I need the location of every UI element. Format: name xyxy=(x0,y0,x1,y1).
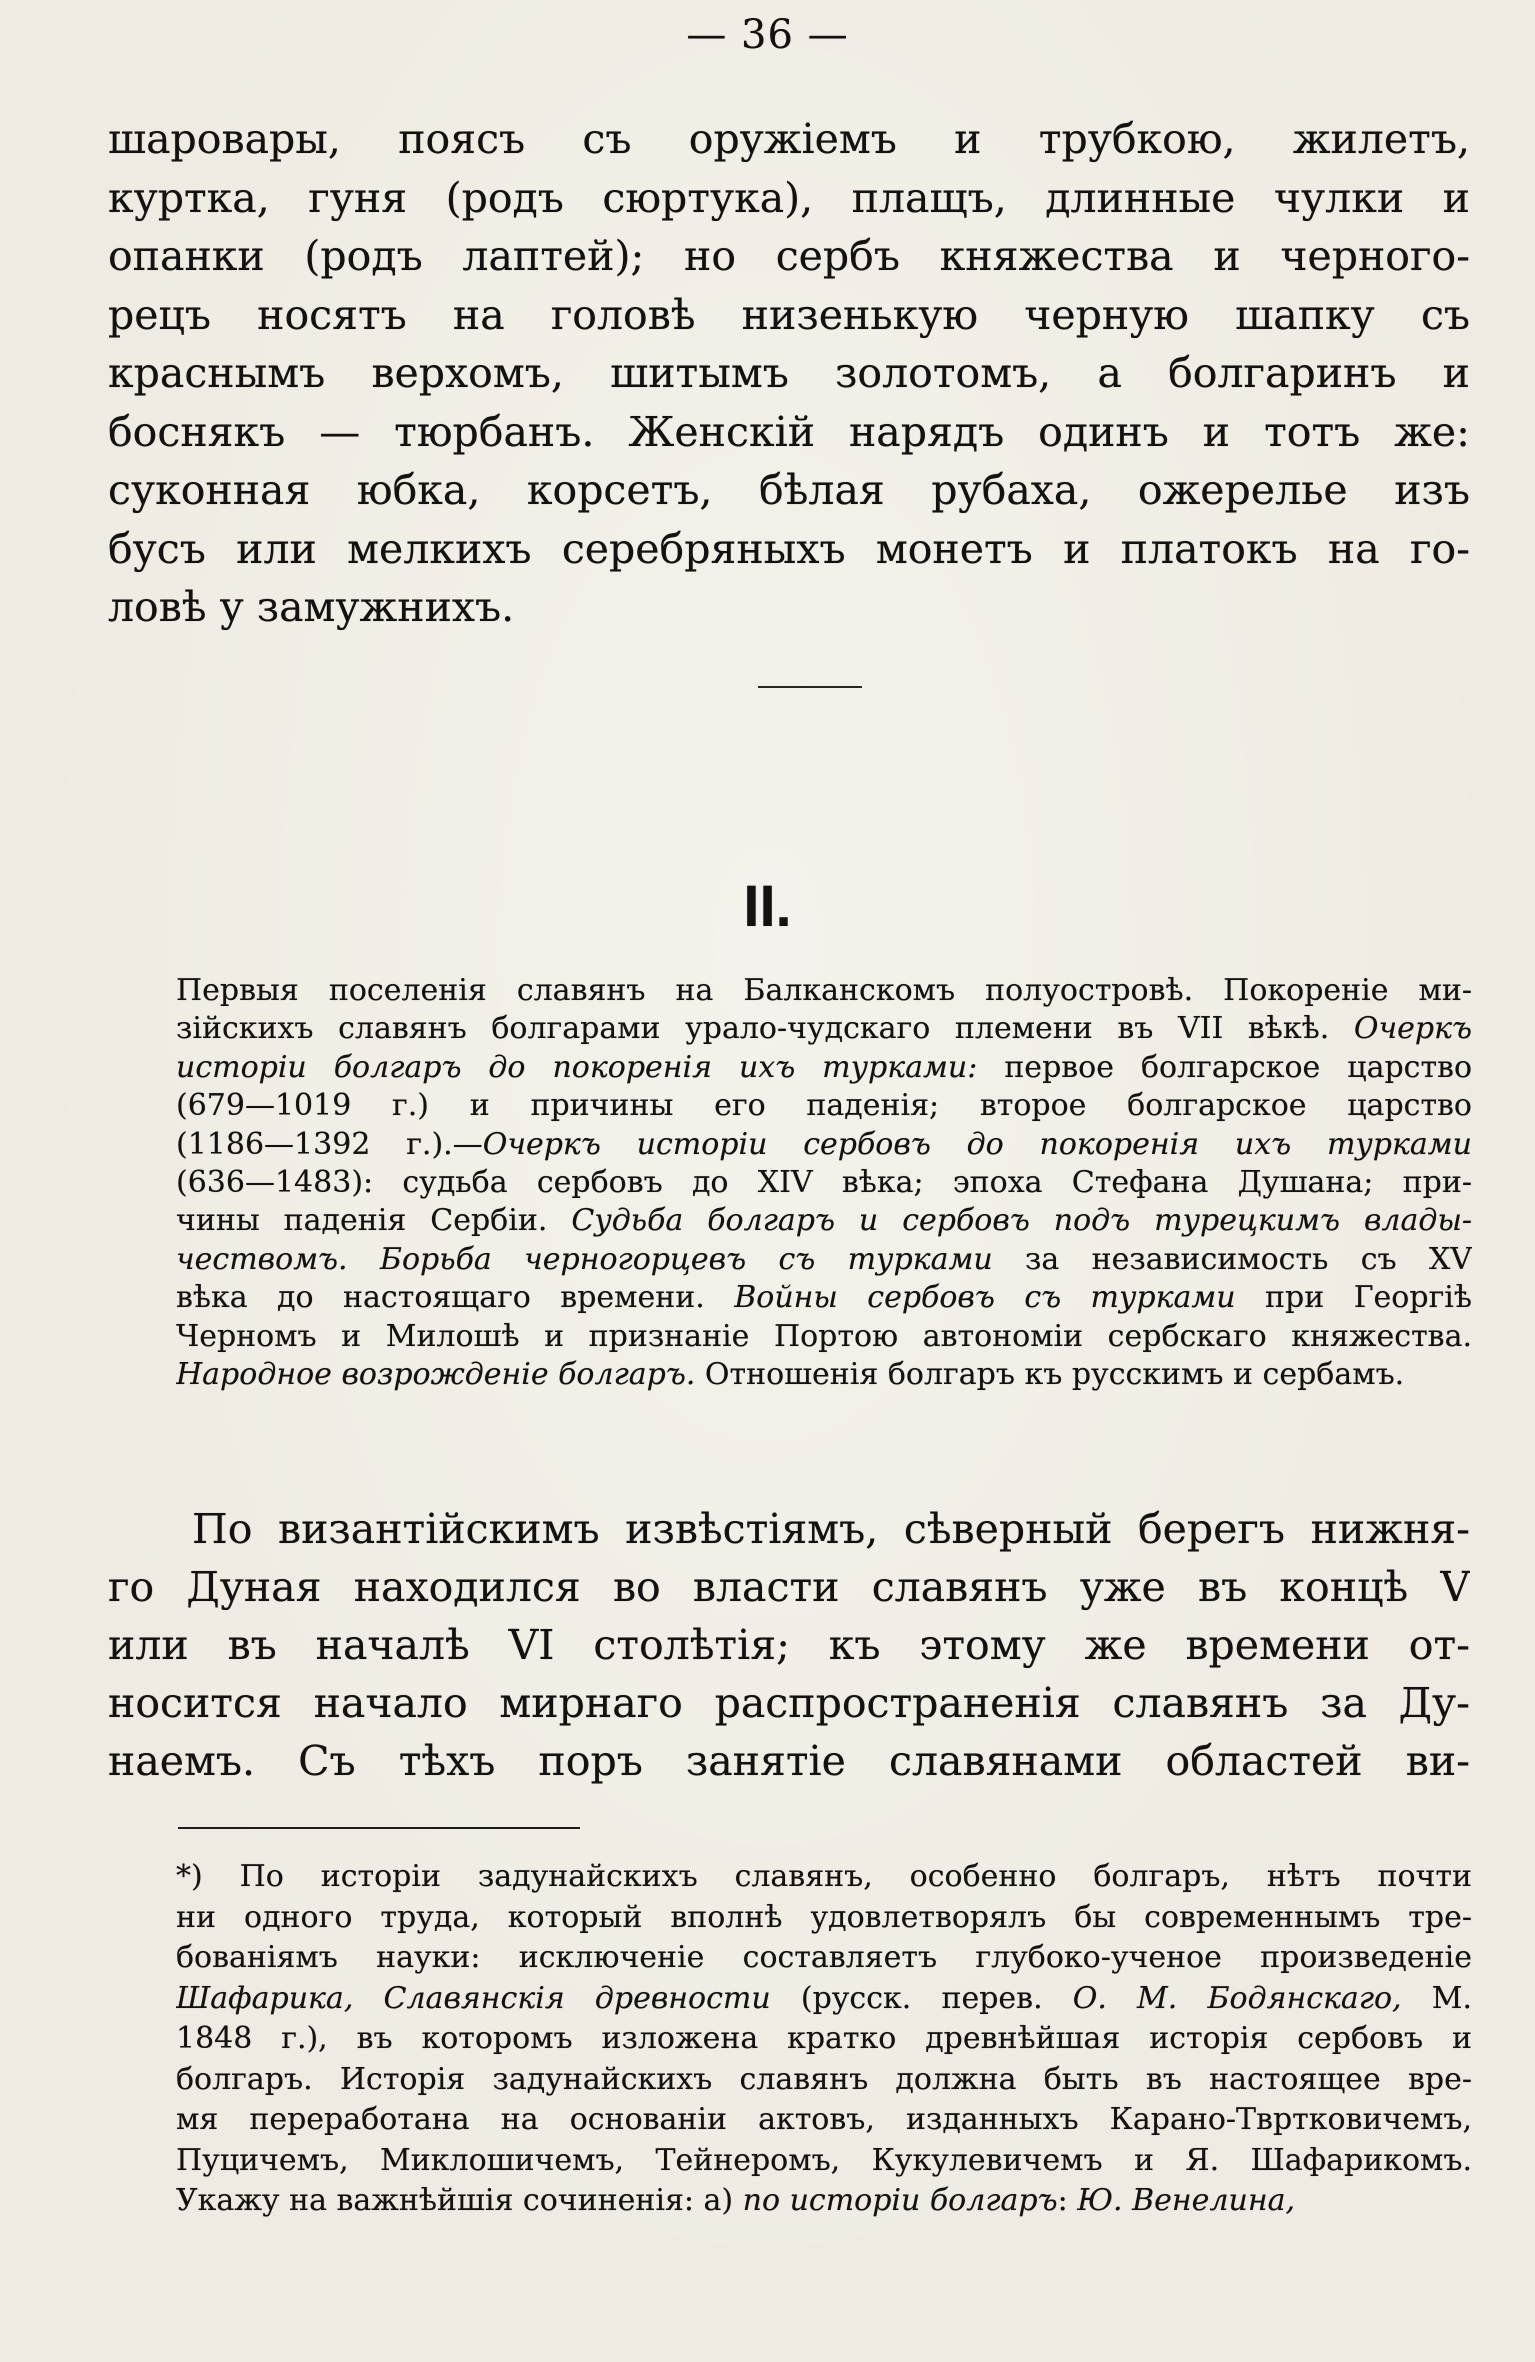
text-line xyxy=(176,1318,1472,1356)
text-run: при Георгіѣ xyxy=(1235,1280,1472,1316)
text-line: рецъ носятъ на головѣ низенькую черную шапку съ xyxy=(108,290,1470,339)
italic-run: Ю. Венелина, xyxy=(1077,2183,1296,2218)
text-line xyxy=(176,1938,1472,1979)
text-line: куртка, гуня (родъ сюртука), плащъ, длинные чулки и xyxy=(108,173,1470,222)
text-line xyxy=(176,2141,1472,2182)
main-paragraph xyxy=(108,1500,1470,1790)
text-line: наемъ. Съ тѣхъ поръ занятіе славянами областей ви- xyxy=(108,1737,1470,1785)
text-run: за независимость съ XV xyxy=(992,1241,1472,1277)
text-run: : xyxy=(1057,2183,1078,2218)
text-line: суконная юбка, корсетъ, бѣлая рубаха, ожерелье изъ xyxy=(108,466,1470,514)
text-line xyxy=(176,1049,1472,1087)
text-run: М. xyxy=(1401,1980,1472,2016)
text-run: ни одного труда, который вполнѣ удовлетворялъ бы современнымъ тре- xyxy=(176,1899,1472,1935)
text-run: чины паденія Сербіи. xyxy=(176,1203,572,1239)
text-line xyxy=(176,1087,1472,1125)
text-line: краснымъ верхомъ, шитымъ золотомъ, а болгаринъ и xyxy=(108,349,1470,397)
text-line xyxy=(176,1241,1472,1279)
section-heading: II. xyxy=(743,874,792,939)
text-line xyxy=(176,2181,1472,2222)
footnote-divider xyxy=(178,1827,580,1829)
italic-run: чествомъ. Борьба черногорцевъ съ турками xyxy=(176,1241,993,1277)
text-line: По византійскимъ извѣстіямъ, сѣверный берегъ нижня- xyxy=(192,1505,1470,1553)
text-line xyxy=(176,1898,1472,1939)
chapter-summary xyxy=(176,972,1472,1394)
text-run: болгаръ. Исторія задунайскихъ славянъ должна быть въ настоящее вре- xyxy=(176,2061,1472,2097)
text-run: Пуцичемъ, Миклошичемъ, Тейнеромъ, Кукулевичемъ и Я. Шафарикомъ. xyxy=(176,2142,1472,2178)
text-run: (636—1483): судьба сербовъ до XIV вѣка; эпоха Стефана Душана; при- xyxy=(176,1165,1472,1201)
text-line xyxy=(176,2060,1472,2101)
italic-run: Войны сербовъ съ турками xyxy=(734,1280,1236,1316)
text-run: первое болгарское царство xyxy=(977,1049,1472,1085)
italic-run: Народное возрожденіе болгаръ. xyxy=(176,1357,696,1393)
italic-run: Очеркъ исторіи сербовъ до покоренія ихъ турками xyxy=(482,1126,1472,1162)
text-line: бусъ или мелкихъ серебряныхъ монетъ и платокъ на го- xyxy=(108,524,1470,573)
text-line xyxy=(176,1356,1472,1394)
italic-run: Очеркъ xyxy=(1353,1011,1472,1047)
text-run: бованіямъ науки: исключеніе составляетъ глубоко-ученое произведеніе xyxy=(176,1940,1472,1975)
text-line: опанки (родъ лаптей); но сербъ княжества и черного- xyxy=(108,232,1470,280)
footnote xyxy=(176,1857,1472,2222)
italic-run: О. М. Бодянскаго, xyxy=(1072,1980,1402,2016)
text-line xyxy=(176,1979,1472,2020)
text-line: носится начало мирнаго распространенія славянъ за Ду- xyxy=(108,1679,1470,1727)
text-line xyxy=(176,2019,1472,2060)
text-line: или въ началѣ VI столѣтія; къ этому же времени от- xyxy=(108,1621,1470,1669)
text-run: Отношенія болгаръ къ русскимъ и сербамъ. xyxy=(695,1357,1405,1393)
text-line: шаровары, поясъ съ оружіемъ и трубкою, жилетъ, xyxy=(108,115,1470,163)
page-number: — 36 — xyxy=(686,12,849,58)
text-run: *) По исторіи задунайскихъ славянъ, особенно болгаръ, нѣтъ почти xyxy=(176,1859,1472,1894)
text-run: (русск. перев. xyxy=(770,1980,1073,2016)
text-run: мя переработана на основаніи актовъ, изданныхъ Карано-Твртковичемъ, xyxy=(176,2102,1472,2137)
text-run: Черномъ и Милошѣ и признаніе Портою автономіи сербскаго княжества. xyxy=(176,1318,1472,1354)
italic-run: по исторіи болгаръ xyxy=(742,2183,1058,2218)
text-line xyxy=(176,1279,1472,1317)
text-line: го Дуная находился во власти славянъ уже въ концѣ V xyxy=(108,1563,1470,1611)
text-run: (679—1019 г.) и причины его паденія; второе болгарское царство xyxy=(176,1088,1472,1124)
text-run: зійскихъ славянъ болгарами урало-чудскаго племени въ VII вѣкѣ. xyxy=(176,1011,1354,1047)
text-line xyxy=(176,1010,1472,1048)
text-line xyxy=(176,2100,1472,2141)
text-line xyxy=(176,1857,1472,1898)
text-line: ловѣ у замужнихъ. xyxy=(108,583,515,631)
text-line xyxy=(176,1202,1472,1240)
text-run: Первыя поселенія славянъ на Балканскомъ полуостровѣ. Покореніе ми- xyxy=(176,973,1472,1008)
text-run: Укажу на важнѣйшія сочиненія: а) xyxy=(176,2183,743,2218)
text-line: боснякъ — тюрбанъ. Женскій нарядъ одинъ и тотъ же: xyxy=(108,407,1470,456)
italic-run: Шафарика, Славянскія древности xyxy=(176,1980,771,2016)
text-run: вѣка до настоящаго времени. xyxy=(176,1280,735,1316)
text-run: 1848 г.), въ которомъ изложена кратко древнѣйшая исторія сербовъ и xyxy=(176,2021,1472,2056)
section-divider xyxy=(758,686,862,688)
italic-run: исторіи болгаръ до покоренія ихъ турками: xyxy=(176,1049,978,1085)
text-run: (1186—1392 г.).— xyxy=(176,1126,483,1162)
top-paragraph xyxy=(108,110,1470,637)
italic-run: Судьба болгаръ и сербовъ подъ турецкимъ влады- xyxy=(571,1203,1472,1239)
text-line xyxy=(176,972,1472,1010)
text-line xyxy=(176,1164,1472,1202)
text-line xyxy=(176,1126,1472,1164)
